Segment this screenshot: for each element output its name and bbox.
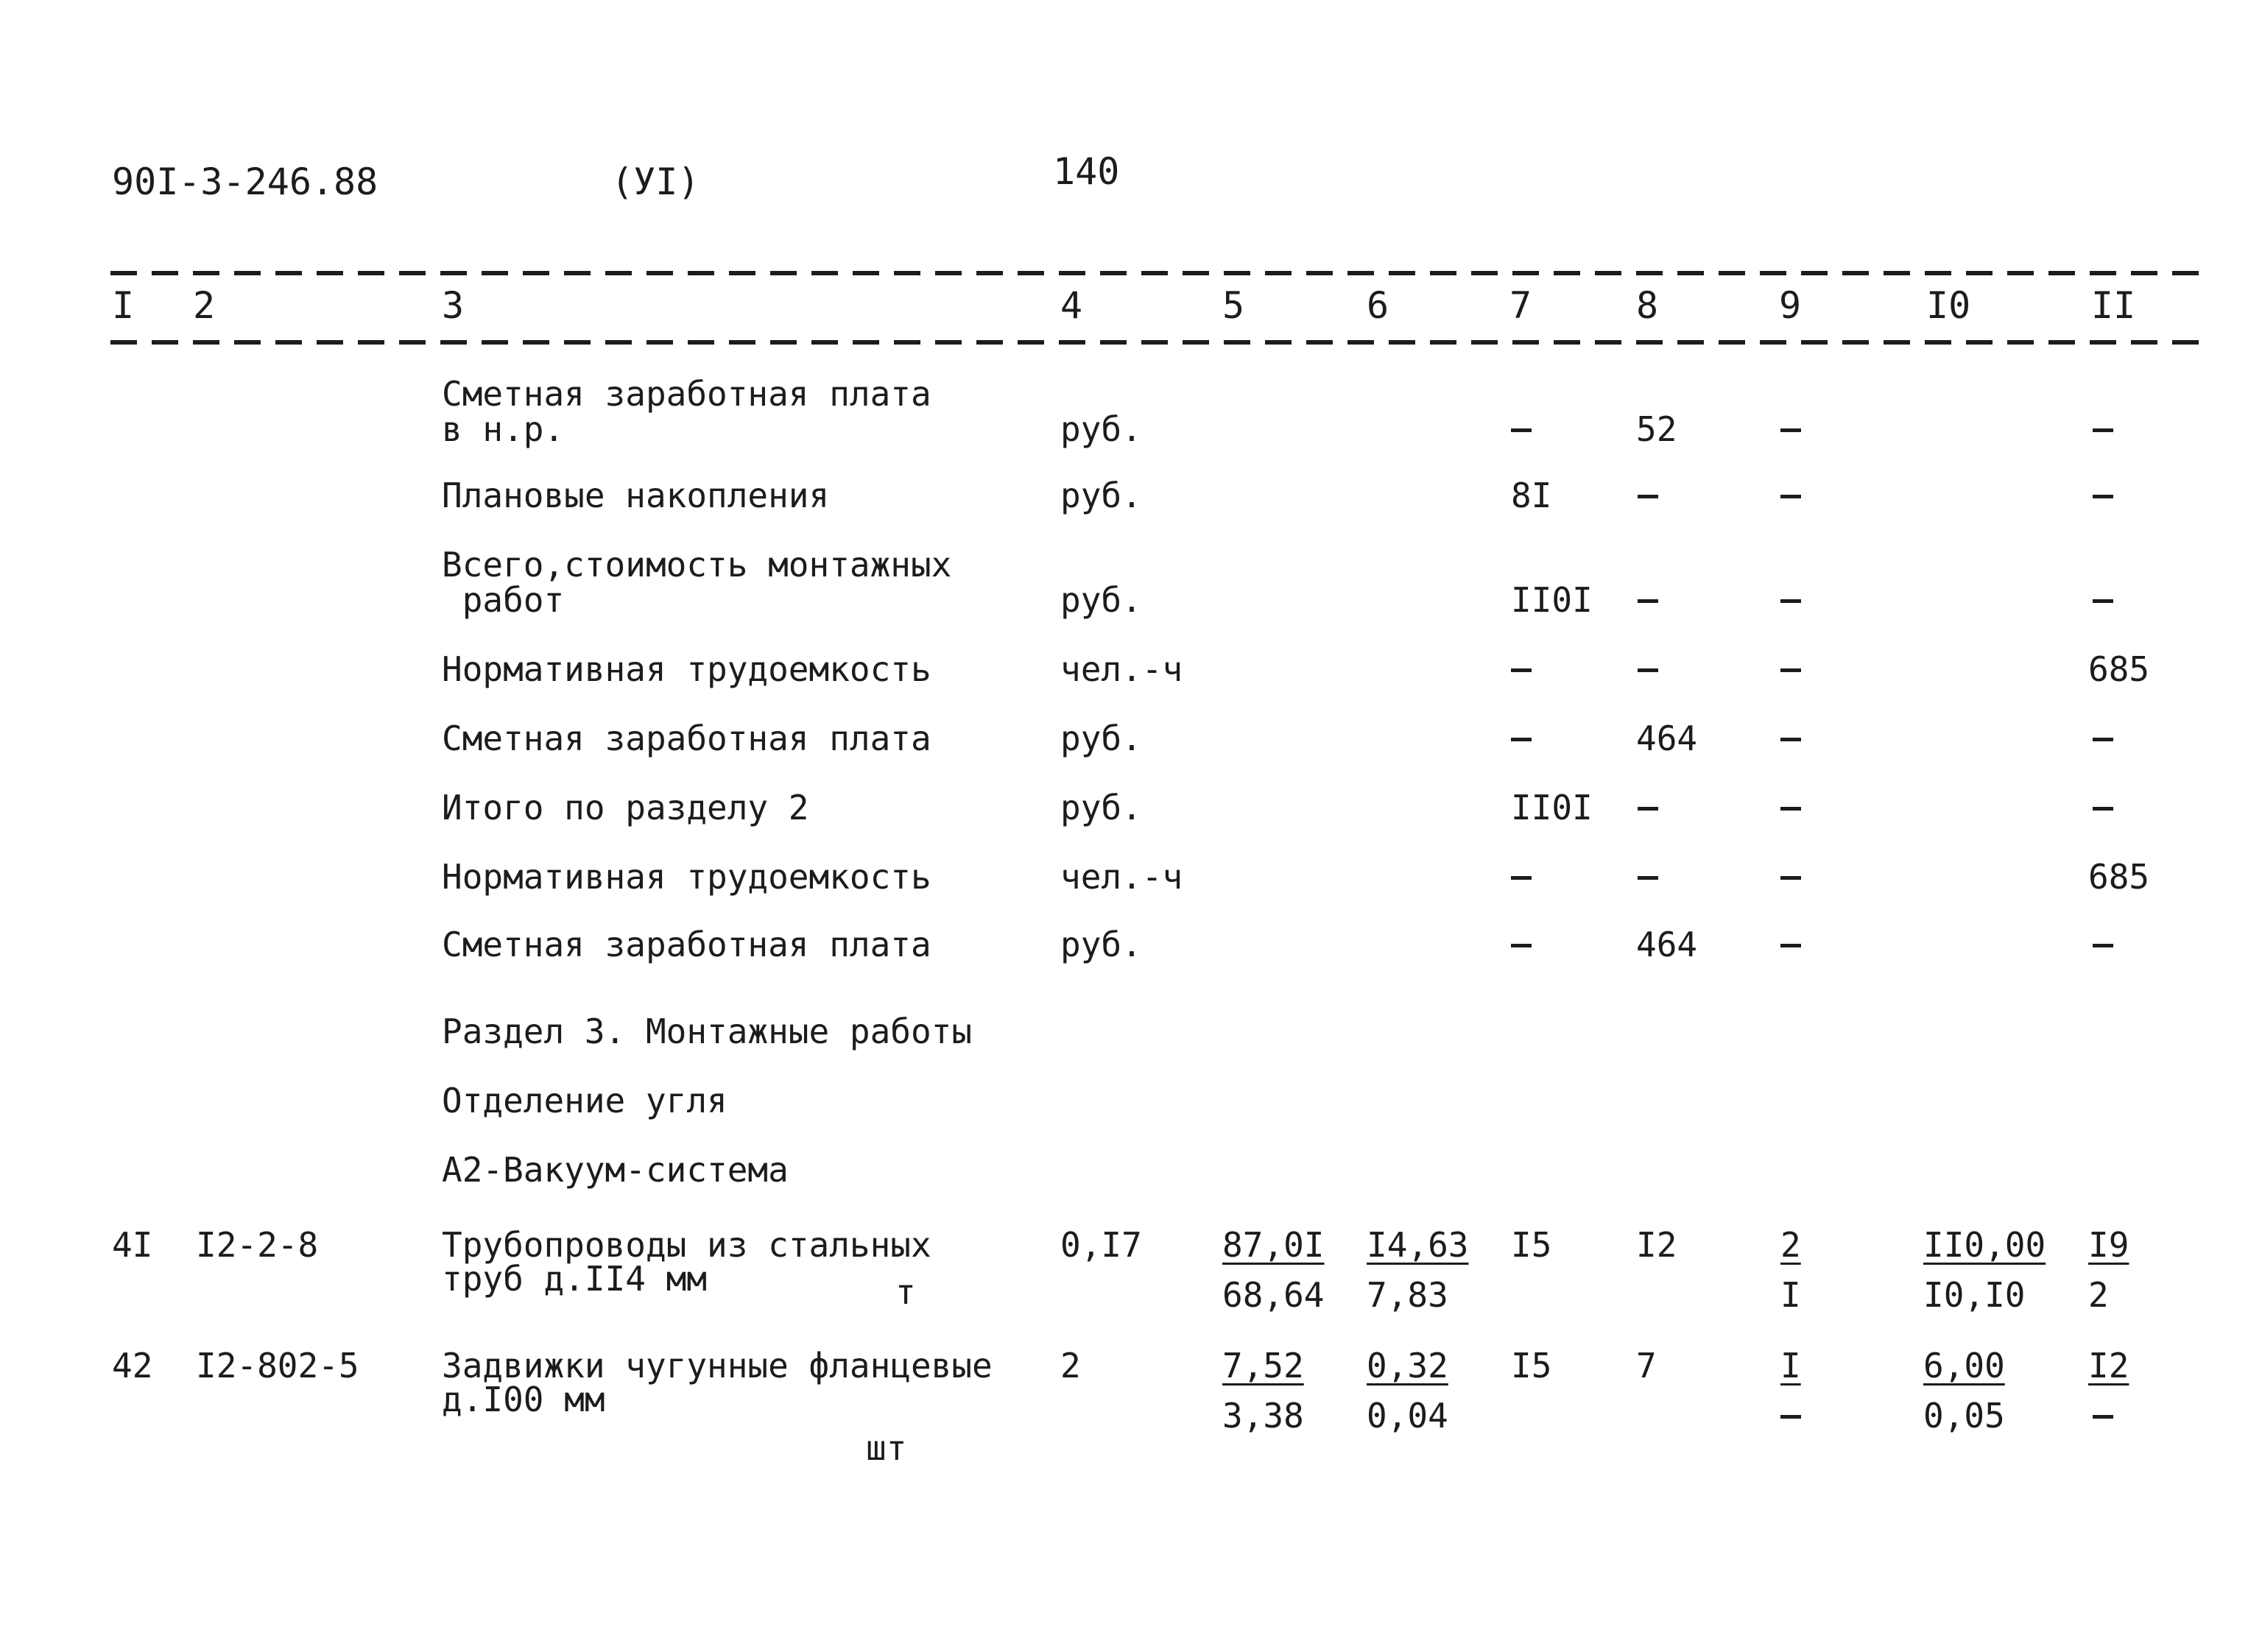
row-unit: руб.	[1060, 788, 1142, 827]
cell-top: I9	[2088, 1225, 2129, 1265]
row-value: 8I	[1511, 476, 1552, 515]
cell-bottom: 2	[2088, 1275, 2109, 1315]
row-value: 464	[1636, 719, 1698, 758]
row-unit: чел.-ч	[1060, 649, 1183, 689]
cell-top: II0,00	[1923, 1225, 2046, 1265]
row-label-continued: работ	[442, 580, 565, 620]
item-name: Трубопроводы из стальных	[442, 1225, 931, 1265]
item-name-continued: д.I00 мм	[442, 1380, 605, 1419]
cell-bottom: 3,38	[1222, 1396, 1304, 1436]
item-name-continued: труб д.II4 мм	[442, 1259, 708, 1299]
empty-cell-dash	[1780, 668, 1801, 672]
cell-top: 6,00	[1923, 1346, 2005, 1386]
row-unit: чел.-ч	[1060, 857, 1183, 897]
empty-cell-dash	[1511, 428, 1532, 432]
row-value: II0I	[1511, 788, 1593, 827]
empty-cell-dash	[1511, 876, 1532, 880]
header-rule-top	[110, 271, 2209, 275]
header-rule-bottom	[110, 340, 2209, 345]
cell-value: I2	[1636, 1225, 1677, 1265]
row-value: II0I	[1511, 580, 1593, 620]
empty-cell-dash	[1638, 668, 1658, 672]
empty-cell-dash	[1780, 807, 1801, 811]
column-header: 8	[1636, 284, 1659, 327]
empty-cell-dash	[2093, 944, 2113, 947]
column-header: 9	[1779, 284, 1802, 327]
item-quantity: 2	[1060, 1346, 1081, 1386]
column-header: 3	[442, 284, 465, 327]
empty-cell-dash	[2093, 738, 2113, 741]
empty-cell-dash	[1638, 495, 1658, 498]
column-header: 6	[1367, 284, 1389, 327]
cell-value: I5	[1511, 1225, 1552, 1265]
section-subtitle: Отделение угля	[442, 1081, 727, 1120]
column-header: I0	[1926, 284, 1971, 327]
item-number: 42	[112, 1346, 153, 1386]
cell-bottom: 68,64	[1222, 1275, 1325, 1315]
row-label: Итого по разделу 2	[442, 788, 809, 827]
cell-top: 2	[1780, 1225, 1801, 1265]
page-number: 140	[1053, 150, 1120, 193]
empty-cell-dash	[2093, 428, 2113, 432]
cell-value: I5	[1511, 1346, 1552, 1386]
cell-top: 7,52	[1222, 1346, 1304, 1386]
row-unit: руб.	[1060, 719, 1142, 758]
cell-value: 7	[1636, 1346, 1657, 1386]
empty-cell-dash	[2093, 807, 2113, 811]
empty-cell-dash	[1638, 807, 1658, 811]
empty-cell-dash	[1511, 944, 1532, 947]
empty-cell-dash	[1780, 599, 1801, 603]
row-label: Сметная заработная плата	[442, 374, 931, 414]
row-label: Сметная заработная плата	[442, 719, 931, 758]
column-header: II	[2091, 284, 2136, 327]
document-code: 90I-3-246.88	[112, 160, 378, 203]
empty-cell-dash	[1780, 738, 1801, 741]
column-header: 4	[1060, 284, 1083, 327]
row-value: 52	[1636, 409, 1677, 449]
row-value: 464	[1636, 925, 1698, 964]
cell-top: I	[1780, 1346, 1801, 1386]
column-header: 2	[193, 284, 216, 327]
empty-cell-dash	[2093, 1415, 2113, 1419]
cell-top: 0,32	[1367, 1346, 1448, 1386]
column-header: 7	[1509, 284, 1532, 327]
item-name: Задвижки чугунные фланцевые	[442, 1346, 993, 1386]
empty-cell-dash	[1780, 495, 1801, 498]
cell-bottom: I0,I0	[1923, 1275, 2026, 1315]
row-label: Нормативная трудоемкость	[442, 857, 931, 897]
empty-cell-dash	[1511, 668, 1532, 672]
cell-top: I2	[2088, 1346, 2129, 1386]
row-label: Всего,стоимость монтажных	[442, 545, 952, 585]
row-value: 685	[2088, 649, 2150, 689]
item-number: 4I	[112, 1225, 153, 1265]
column-header: I	[112, 284, 135, 327]
empty-cell-dash	[1780, 428, 1801, 432]
empty-cell-dash	[1511, 738, 1532, 741]
empty-cell-dash	[1780, 1415, 1801, 1419]
section-title: Раздел 3. Монтажные работы	[442, 1012, 973, 1051]
row-label: Плановые накопления	[442, 476, 830, 515]
empty-cell-dash	[1780, 876, 1801, 880]
cell-bottom: 7,83	[1367, 1275, 1448, 1315]
row-label: Нормативная трудоемкость	[442, 649, 931, 689]
row-value: 685	[2088, 857, 2150, 897]
empty-cell-dash	[1638, 599, 1658, 603]
system-title: А2-Вакуум-система	[442, 1150, 789, 1190]
item-code: I2-802-5	[196, 1346, 359, 1386]
item-unit: т	[895, 1272, 916, 1312]
row-unit: руб.	[1060, 409, 1142, 449]
row-unit: руб.	[1060, 925, 1142, 964]
cell-bottom: 0,05	[1923, 1396, 2005, 1436]
item-unit: шт	[866, 1428, 907, 1468]
empty-cell-dash	[1780, 944, 1801, 947]
volume-label: (УI)	[611, 160, 700, 203]
empty-cell-dash	[1638, 876, 1658, 880]
cell-bottom: I	[1780, 1275, 1801, 1315]
empty-cell-dash	[2093, 599, 2113, 603]
column-header: 5	[1222, 284, 1245, 327]
row-label: Сметная заработная плата	[442, 925, 931, 964]
item-quantity: 0,I7	[1060, 1225, 1142, 1265]
cell-top: I4,63	[1367, 1225, 1469, 1265]
empty-cell-dash	[2093, 495, 2113, 498]
item-code: I2-2-8	[196, 1225, 319, 1265]
cell-bottom: 0,04	[1367, 1396, 1448, 1436]
cell-top: 87,0I	[1222, 1225, 1325, 1265]
row-unit: руб.	[1060, 476, 1142, 515]
row-unit: руб.	[1060, 580, 1142, 620]
row-label-continued: в н.р.	[442, 409, 565, 449]
